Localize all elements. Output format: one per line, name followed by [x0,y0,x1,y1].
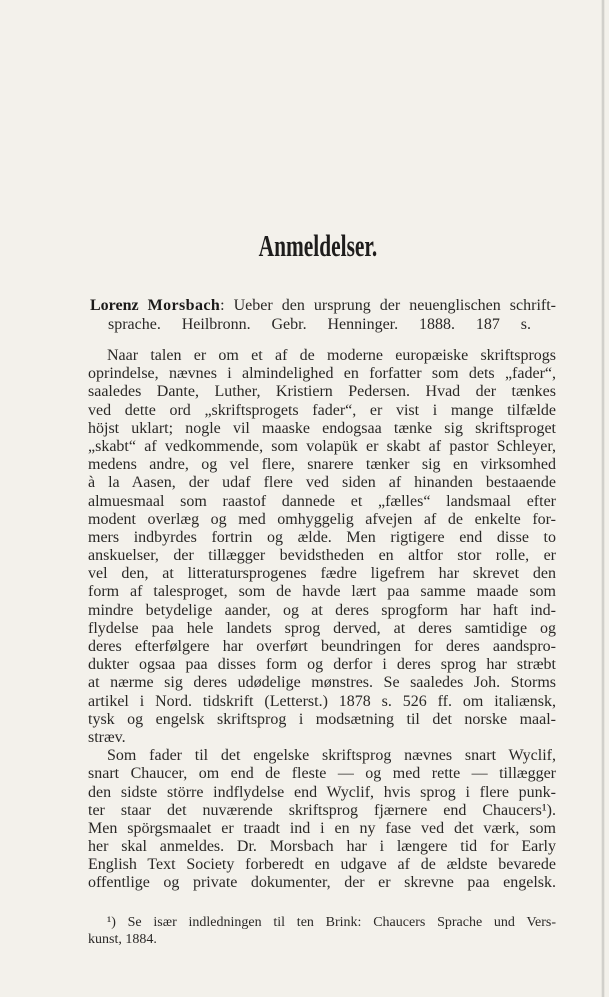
text-line: form af talesproget, som de havde lært paa samme maade som [88,583,556,601]
text-line: medens andre, og vel flere, snarere tænker sig en virksomhed [88,456,556,474]
citation-title-start: : Ueber den ursprung der neuenglischen schrift- [220,297,557,314]
text-line: ter staar det nuværende skriftsprog fjærnere end Chaucers¹). [88,801,556,819]
text-line: tysk og engelsk skriftsprog i modsætning til det norske maal- [88,710,556,728]
author-last-name: Morsbach [147,297,221,314]
text-line: offentlige og private dokumenter, der er skrevne paa engelsk. [88,874,556,892]
text-line: anskuelser, der tillægger bevidstheden en altfor stor rolle, er [88,547,556,565]
text-line: stræv. [88,728,126,746]
review-citation [90,296,556,334]
text-line: English Text Society forberedt en udgave af de ældste bevarede [88,856,556,874]
text-line: Men spörgsmaalet er traadt ind i en ny fase ved det værk, som [88,819,556,837]
text-line: Som fader til det engelske skriftsprog nævnes snart Wyclif, [107,747,556,765]
text-line: her skal anmeldes. Dr. Morsbach har i længere tid for Early [88,838,556,856]
text-line: flydelse paa hele landets sprog derved, at deres samtidige og [88,619,556,637]
text-line: dukter ogsaa paa disses form og derfor i deres sprog har stræbt [88,656,556,674]
citation-line [90,296,556,315]
paragraph [88,747,556,893]
author-first-name: Lorenz [90,297,139,314]
review-body [88,347,556,893]
text-line: Naar talen er om et af de moderne europæiske skriftsprogs [107,347,556,364]
text-line: mindre betydelige aander, og at deres sprogform har haft ind- [88,601,556,619]
text-line: „skabt“ af vedkommende, som volapük er skabt af pastor Schleyer, [88,437,556,455]
text-line: mers indbyrdes fortrin og ælde. Men rigtigere end disse to [88,528,556,546]
text-line: modent overlæg og med omhyggelig afvejen af de enkelte for- [88,510,556,528]
paragraph [88,347,556,747]
citation-line: sprache. Heilbronn. Gebr. Henninger. 1888. 187 s. [108,316,531,333]
section-title: Anmeldelser. [258,228,378,263]
section-heading [84,230,552,262]
text-line: à la Aasen, der udaf flere ved siden af hinanden bestaaende [88,474,556,492]
footnote-line: ¹) Se især indledningen til ten Brink: Chaucers Sprache und Vers- [107,915,556,930]
text-line: vel den, at litteratursprogenes fædre ligefrem har skrevet den [88,565,556,583]
text-line: ved dette ord „skriftsprogets fader“, er vist i mange tilfælde [88,401,556,419]
text-line: höjst uklart; nogle vil maaske endogsaa tænke sig skriftsproget [88,419,556,437]
text-line: den sidste större indflydelse end Wyclif, hvis sprog i flere punk- [88,783,556,801]
page-edge-shadow [601,0,605,997]
text-line: saaledes Dante, Luther, Kristiern Pedersen. Hvad der tænkes [88,383,556,401]
text-line: almuesmaal som raastof dannede et „fælles“ landsmaal efter [88,492,556,510]
footnote-line: kunst, 1884. [88,932,157,947]
text-line: artikel i Nord. tidskrift (Letterst.) 1878 s. 526 ff. om italiænsk, [88,692,556,710]
text-line: at nærme sig deres udødelige mønstres. Se saaledes Joh. Storms [88,674,556,692]
text-line: snart Chaucer, om end de fleste — og med rette — tillægger [88,765,556,783]
footnote [88,914,556,948]
text-line: oprindelse, nævnes i almindelighed en forfatter som dets „fader“, [88,365,556,383]
text-line: deres efterfølgere har overført beundringen for deres aandspro- [88,638,556,655]
